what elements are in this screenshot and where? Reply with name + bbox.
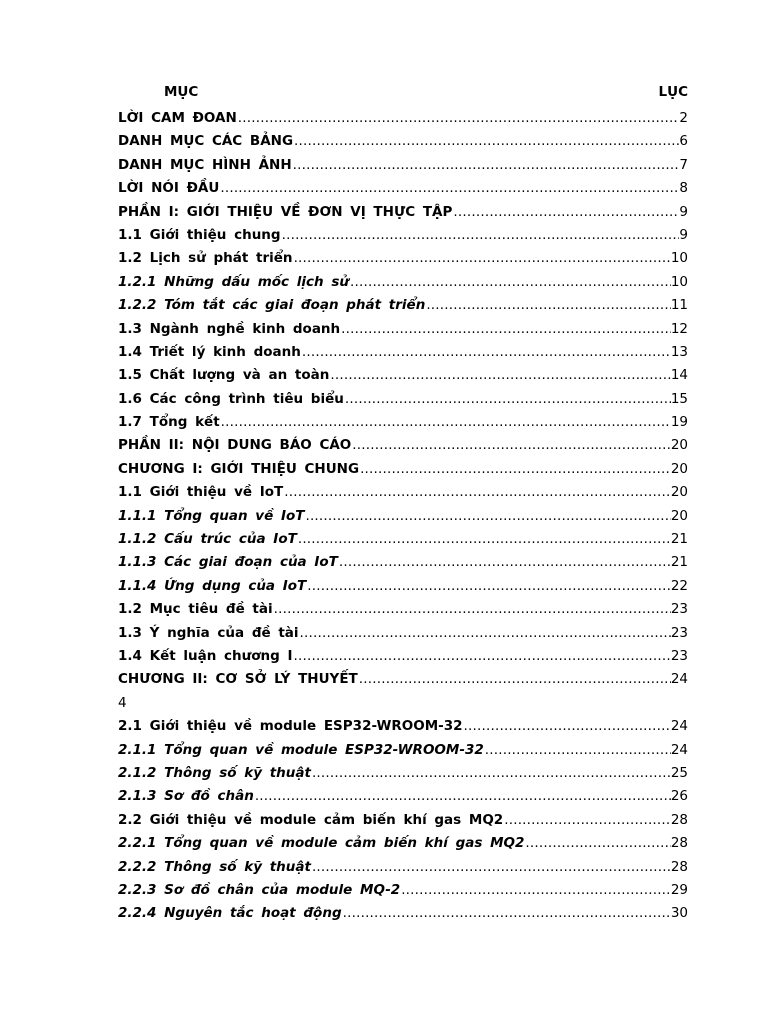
toc-entry[interactable] [118,294,688,317]
toc-entry[interactable] [118,505,688,528]
toc-entry[interactable] [118,879,688,902]
toc-entry[interactable] [118,411,688,434]
toc-entry-page: 20 [670,437,688,454]
table-of-contents [118,107,688,926]
toc-entry[interactable] [118,388,688,411]
toc-entry-label: LỜI CAM ĐOAN [118,110,237,126]
toc-entry[interactable] [118,107,688,130]
toc-entry[interactable] [118,715,688,738]
toc-entry-page: 2 [679,110,688,126]
toc-entry[interactable] [118,201,688,224]
toc-dot-leader [329,364,670,387]
toc-entry[interactable] [118,762,688,785]
toc-dot-leader [311,762,671,785]
toc-entry[interactable] [118,318,688,341]
toc-entry-page: 23 [670,647,688,664]
toc-title-right: LỤC [658,84,688,100]
toc-entry-page: 9 [679,226,688,243]
toc-dot-leader [524,832,670,855]
toc-entry-label: 1.1.1 Tổng quan về IoT [118,507,305,524]
toc-entry-page: 28 [670,858,688,875]
toc-dot-leader [281,224,680,247]
toc-entry-page: 22 [670,577,688,594]
toc-entry-page: 7 [679,156,688,173]
toc-entry[interactable] [118,364,688,387]
toc-dot-leader [299,622,671,645]
toc-entry-label: 1.2.1 Những dấu mốc lịch sử [118,273,349,290]
toc-entry[interactable] [118,130,688,153]
toc-entry-label: CHƯƠNG I: GIỚI THIỆU CHUNG [118,460,360,477]
toc-entry-label: PHẦN II: NỘI DUNG BÁO CÁO [118,437,352,454]
toc-entry[interactable] [118,481,688,504]
toc-dot-leader [342,902,671,925]
toc-dot-leader [452,201,679,224]
toc-entry[interactable] [118,528,688,551]
toc-entry-label: 1.7 Tổng kết [118,414,220,431]
toc-entry-label: 1.1.2 Cấu trúc của IoT [118,531,297,548]
toc-entry[interactable] [118,832,688,855]
toc-entry-label: 1.3 Ý nghĩa của đề tài [118,624,299,641]
toc-entry-label: DANH MỤC HÌNH ẢNH [118,156,292,173]
toc-dot-leader [358,668,671,691]
toc-entry[interactable] [118,645,688,668]
toc-entry[interactable] [118,575,688,598]
toc-entry[interactable] [118,785,688,808]
toc-entry-page: 11 [670,297,688,314]
toc-entry-label: 2.2.3 Sơ đồ chân của module MQ-2 [118,881,401,898]
toc-dot-leader [306,575,671,598]
toc-entry[interactable] [118,341,688,364]
toc-entry-label: 1.1 Giới thiệu chung [118,226,281,243]
toc-dot-leader [425,294,671,317]
toc-entry-page: 10 [670,273,688,290]
toc-entry-page: 25 [670,764,688,781]
toc-entry-label: 1.2 Mục tiêu đề tài [118,601,273,618]
toc-dot-leader [293,247,671,270]
toc-entry-label: PHẦN I: GIỚI THIỆU VỀ ĐƠN VỊ THỰC TẬP [118,203,453,220]
toc-entry-label: 1.2 Lịch sử phát triển [118,250,293,267]
toc-entry-page: 19 [670,414,688,431]
toc-dot-leader [301,341,671,364]
toc-entry-label: 1.1.3 Các giai đoạn của IoT [118,554,338,571]
toc-dot-leader [220,411,671,434]
toc-entry-page: 10 [670,250,688,267]
toc-entry-page: 20 [670,484,688,501]
toc-entry-label: LỜI NÓI ĐẦU [118,180,220,197]
toc-entry-label: 2.2.2 Thông số kỹ thuật [118,858,311,875]
toc-entry-label: 2.1 Giới thiệu về module ESP32-WROOM-32 [118,718,463,735]
toc-entry-label: 4 [118,694,127,711]
toc-entry[interactable] [118,177,688,200]
toc-entry[interactable] [118,458,688,481]
toc-entry-label: 1.3 Ngành nghề kinh doanh [118,320,341,337]
toc-entry-label: 2.2.4 Nguyên tắc hoạt động [118,905,342,922]
toc-entry-label: 1.2.2 Tóm tắt các giai đoạn phát triển [118,297,426,314]
toc-dot-leader [463,715,671,738]
toc-entry-page: 12 [670,320,688,337]
toc-entry-page: 28 [670,811,688,828]
toc-entry-label: 1.5 Chất lượng và an toàn [118,367,330,384]
toc-entry[interactable] [118,551,688,574]
toc-entry-label: CHƯƠNG II: CƠ SỞ LÝ THUYẾT [118,671,358,688]
toc-entry-page: 9 [679,203,688,220]
toc-entry-page: 21 [670,531,688,548]
toc-dot-leader [293,130,679,153]
toc-dot-leader [283,481,671,504]
toc-dot-leader [292,154,680,177]
toc-title [118,84,688,104]
toc-entry-label: 2.2.1 Tổng quan về module cảm biến khí gas MQ2 [118,835,525,852]
toc-entry-page: 20 [670,460,688,477]
toc-entry[interactable] [118,598,688,621]
toc-entry[interactable] [118,247,688,270]
toc-dot-leader [484,739,671,762]
toc-dot-leader [340,318,671,341]
toc-entry-label: 1.4 Triết lý kinh doanh [118,343,301,360]
toc-entry-page: 28 [670,835,688,852]
toc-dot-leader [344,388,671,411]
toc-entry-page: 21 [670,554,688,571]
toc-entry[interactable] [118,271,688,294]
toc-entry-page: 8 [679,180,688,197]
toc-dot-leader [351,434,671,457]
toc-entry-page: 29 [670,881,688,898]
toc-dot-leader [349,271,671,294]
toc-entry-page: 23 [670,601,688,618]
toc-entry-page: 26 [670,788,688,805]
toc-dot-leader [359,458,671,481]
toc-entry-label: 1.1.4 Ứng dụng của IoT [118,577,307,594]
toc-entry[interactable] [118,739,688,762]
toc-entry-page: 24 [670,671,688,688]
toc-entry-page: 24 [670,741,688,758]
toc-dot-leader [254,785,671,808]
toc-entry-page: 20 [670,507,688,524]
toc-entry-label: 2.1.3 Sơ đồ chân [118,788,254,805]
toc-entry-label: 2.1.1 Tổng quan về module ESP32-WROOM-32 [118,741,484,758]
toc-entry-label: DANH MỤC CÁC BẢNG [118,133,294,150]
toc-entry-page: 14 [670,367,688,384]
toc-entry-page: 30 [670,905,688,922]
toc-entry-page: 24 [670,718,688,735]
toc-title-left: MỤC [164,84,199,100]
toc-dot-leader [311,856,671,879]
toc-entry-label: 1.1 Giới thiệu về IoT [118,484,284,501]
toc-entry-label: 2.1.2 Thông số kỹ thuật [118,764,311,781]
toc-entry-page: 15 [670,390,688,407]
toc-entry-page: 6 [679,133,688,150]
toc-dot-leader [503,809,671,832]
toc-entry[interactable] [118,434,688,457]
toc-entry[interactable] [118,224,688,247]
toc-entry[interactable] [118,856,688,879]
toc-entry-page: 13 [670,343,688,360]
toc-entry-page: 23 [670,624,688,641]
toc-entry-label: 1.4 Kết luận chương I [118,647,293,664]
toc-dot-leader [304,505,670,528]
toc-dot-leader [293,645,671,668]
toc-entry-label: 2.2 Giới thiệu về module cảm biến khí gas MQ2 [118,811,504,828]
toc-entry-label: 1.6 Các công trình tiêu biểu [118,390,344,407]
toc-dot-leader [219,177,679,200]
toc-entry[interactable] [118,902,688,925]
toc-entry[interactable] [118,809,688,832]
toc-dot-leader [297,528,671,551]
toc-dot-leader [400,879,671,902]
toc-entry[interactable] [118,668,688,691]
toc-dot-leader [273,598,671,621]
toc-entry[interactable] [118,154,688,177]
toc-dot-leader [338,551,671,574]
toc-dot-leader [237,107,680,130]
toc-entry[interactable] [118,622,688,645]
toc-entry[interactable] [118,692,688,715]
